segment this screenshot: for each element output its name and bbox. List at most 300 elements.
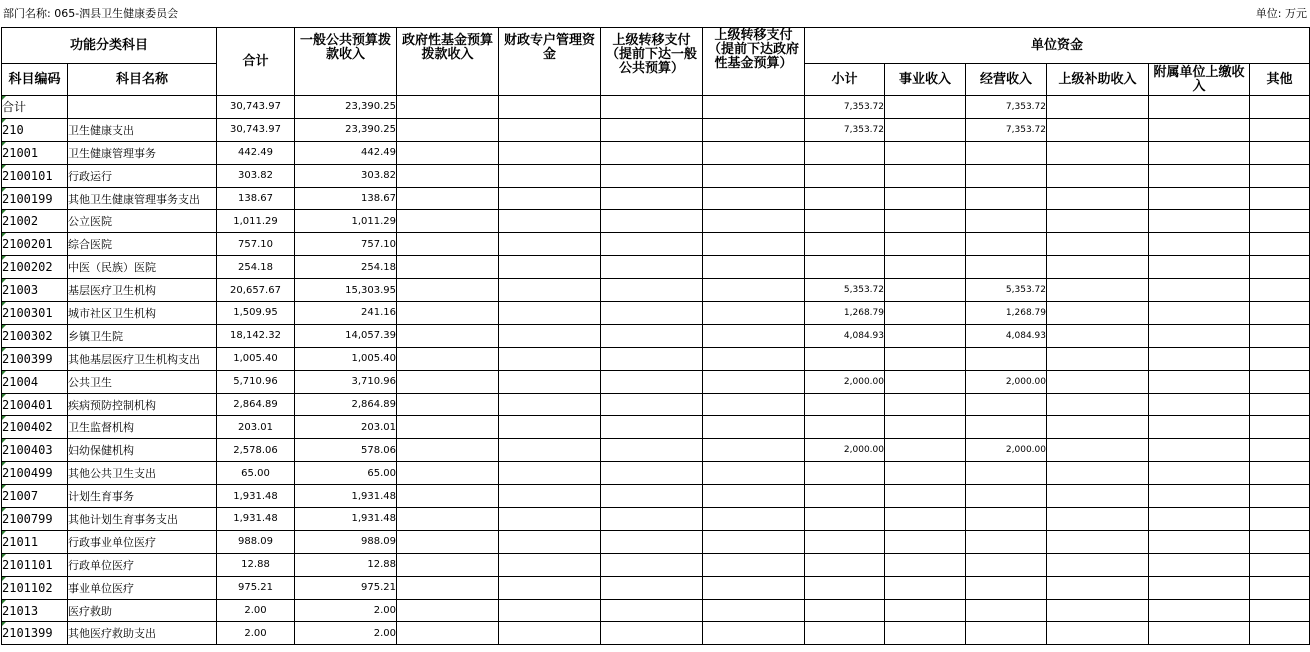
- row-gov-fund-cell: [397, 439, 499, 462]
- row-fiscal-special-cell: [499, 439, 601, 462]
- row-business-income-cell: [885, 416, 966, 439]
- row-superior-subsidy-cell: [1047, 210, 1149, 233]
- row-transfer-fund-cell: [703, 279, 805, 302]
- row-affiliated-income-cell: [1149, 164, 1250, 187]
- row-fiscal-special-cell: [499, 141, 601, 164]
- row-affiliated-income-cell: [1149, 553, 1250, 576]
- row-operating-income-cell: 2,000.00: [966, 439, 1047, 462]
- row-total-cell: 975.21: [217, 576, 295, 599]
- business-income-header: 事业收入: [885, 64, 966, 96]
- row-transfer-fund-cell: [703, 324, 805, 347]
- row-general-budget-cell: 15,303.95: [295, 279, 397, 302]
- row-superior-subsidy-cell: [1047, 416, 1149, 439]
- row-subtotal-cell: [805, 530, 885, 553]
- row-fiscal-special-cell: [499, 187, 601, 210]
- row-transfer-fund-cell: [703, 302, 805, 325]
- row-total-cell: 988.09: [217, 530, 295, 553]
- transfer-fund-header: 上级转移支付（提前下达政府性基金预算）: [703, 28, 805, 96]
- row-business-income-cell: [885, 96, 966, 119]
- row-name-cell: 其他计划生育事务支出: [68, 508, 217, 531]
- row-other-cell: [1250, 347, 1310, 370]
- row-subtotal-cell: 7,353.72: [805, 96, 885, 119]
- row-gov-fund-cell: [397, 279, 499, 302]
- row-total-cell: 1,011.29: [217, 210, 295, 233]
- row-other-cell: [1250, 324, 1310, 347]
- row-gov-fund-cell: [397, 622, 499, 645]
- row-gov-fund-cell: [397, 210, 499, 233]
- row-code-cell: 21004: [2, 370, 68, 393]
- row-affiliated-income-cell: [1149, 279, 1250, 302]
- row-transfer-general-cell: [601, 553, 703, 576]
- row-superior-subsidy-cell: [1047, 256, 1149, 279]
- row-superior-subsidy-cell: [1047, 96, 1149, 119]
- row-name-cell: 综合医院: [68, 233, 217, 256]
- row-transfer-fund-cell: [703, 508, 805, 531]
- table-row: [2, 324, 1310, 347]
- table-body: [2, 96, 1310, 645]
- row-transfer-fund-cell: [703, 96, 805, 119]
- row-transfer-fund-cell: [703, 485, 805, 508]
- row-total-cell: 1,005.40: [217, 347, 295, 370]
- row-affiliated-income-cell: [1149, 416, 1250, 439]
- row-operating-income-cell: [966, 622, 1047, 645]
- row-other-cell: [1250, 530, 1310, 553]
- row-fiscal-special-cell: [499, 485, 601, 508]
- row-fiscal-special-cell: [499, 118, 601, 141]
- row-name-cell: 其他公共卫生支出: [68, 462, 217, 485]
- row-transfer-general-cell: [601, 530, 703, 553]
- row-affiliated-income-cell: [1149, 485, 1250, 508]
- row-superior-subsidy-cell: [1047, 233, 1149, 256]
- row-business-income-cell: [885, 164, 966, 187]
- row-total-cell: 1,931.48: [217, 485, 295, 508]
- row-gov-fund-cell: [397, 370, 499, 393]
- row-code-cell: 21007: [2, 485, 68, 508]
- row-code-cell: 2100202: [2, 256, 68, 279]
- row-operating-income-cell: 5,353.72: [966, 279, 1047, 302]
- unit-funds-header: 单位资金: [805, 28, 1310, 64]
- row-code-cell: 2100199: [2, 187, 68, 210]
- row-transfer-general-cell: [601, 210, 703, 233]
- row-business-income-cell: [885, 233, 966, 256]
- row-affiliated-income-cell: [1149, 141, 1250, 164]
- row-transfer-fund-cell: [703, 462, 805, 485]
- row-superior-subsidy-cell: [1047, 393, 1149, 416]
- row-total-cell: 757.10: [217, 233, 295, 256]
- row-gov-fund-cell: [397, 553, 499, 576]
- func-class-header: 功能分类科目: [2, 28, 217, 64]
- row-operating-income-cell: [966, 508, 1047, 531]
- row-superior-subsidy-cell: [1047, 164, 1149, 187]
- row-code-cell: 合计: [2, 96, 68, 119]
- row-business-income-cell: [885, 347, 966, 370]
- row-transfer-fund-cell: [703, 576, 805, 599]
- row-total-cell: 20,657.67: [217, 279, 295, 302]
- row-total-cell: 30,743.97: [217, 96, 295, 119]
- row-subtotal-cell: [805, 393, 885, 416]
- row-superior-subsidy-cell: [1047, 462, 1149, 485]
- row-transfer-fund-cell: [703, 118, 805, 141]
- row-transfer-general-cell: [601, 164, 703, 187]
- row-superior-subsidy-cell: [1047, 553, 1149, 576]
- row-general-budget-cell: 23,390.25: [295, 118, 397, 141]
- row-general-budget-cell: 12.88: [295, 553, 397, 576]
- row-operating-income-cell: [966, 164, 1047, 187]
- row-operating-income-cell: [966, 233, 1047, 256]
- row-code-cell: 21003: [2, 279, 68, 302]
- row-other-cell: [1250, 141, 1310, 164]
- row-other-cell: [1250, 485, 1310, 508]
- row-superior-subsidy-cell: [1047, 141, 1149, 164]
- row-fiscal-special-cell: [499, 324, 601, 347]
- row-name-cell: 其他医疗救助支出: [68, 622, 217, 645]
- row-transfer-fund-cell: [703, 233, 805, 256]
- row-subtotal-cell: 4,084.93: [805, 324, 885, 347]
- department-label: 部门名称: 065-泗县卫生健康委员会: [3, 7, 179, 20]
- row-code-cell: 2101101: [2, 553, 68, 576]
- budget-table: [1, 27, 1310, 645]
- row-transfer-general-cell: [601, 439, 703, 462]
- row-affiliated-income-cell: [1149, 393, 1250, 416]
- row-fiscal-special-cell: [499, 576, 601, 599]
- row-operating-income-cell: [966, 141, 1047, 164]
- row-other-cell: [1250, 393, 1310, 416]
- row-superior-subsidy-cell: [1047, 370, 1149, 393]
- gov-fund-header: 政府性基金预算拨款收入: [397, 28, 499, 96]
- table-row: [2, 302, 1310, 325]
- row-fiscal-special-cell: [499, 553, 601, 576]
- row-business-income-cell: [885, 393, 966, 416]
- row-gov-fund-cell: [397, 530, 499, 553]
- row-fiscal-special-cell: [499, 279, 601, 302]
- row-fiscal-special-cell: [499, 416, 601, 439]
- row-gov-fund-cell: [397, 141, 499, 164]
- row-gov-fund-cell: [397, 302, 499, 325]
- row-operating-income-cell: [966, 256, 1047, 279]
- row-gov-fund-cell: [397, 233, 499, 256]
- row-superior-subsidy-cell: [1047, 187, 1149, 210]
- row-transfer-general-cell: [601, 462, 703, 485]
- row-total-cell: 65.00: [217, 462, 295, 485]
- row-affiliated-income-cell: [1149, 324, 1250, 347]
- row-superior-subsidy-cell: [1047, 530, 1149, 553]
- row-subtotal-cell: [805, 485, 885, 508]
- row-fiscal-special-cell: [499, 370, 601, 393]
- row-affiliated-income-cell: [1149, 187, 1250, 210]
- row-operating-income-cell: [966, 416, 1047, 439]
- total-header: 合计: [217, 28, 295, 96]
- row-transfer-fund-cell: [703, 370, 805, 393]
- row-business-income-cell: [885, 324, 966, 347]
- row-other-cell: [1250, 279, 1310, 302]
- row-name-cell: 中医（民族）医院: [68, 256, 217, 279]
- row-total-cell: 1,509.95: [217, 302, 295, 325]
- row-transfer-general-cell: [601, 370, 703, 393]
- row-name-cell: 乡镇卫生院: [68, 324, 217, 347]
- row-code-cell: 2100402: [2, 416, 68, 439]
- row-operating-income-cell: [966, 530, 1047, 553]
- table-row: [2, 622, 1310, 645]
- row-total-cell: 30,743.97: [217, 118, 295, 141]
- row-subtotal-cell: [805, 256, 885, 279]
- row-other-cell: [1250, 256, 1310, 279]
- row-subtotal-cell: [805, 576, 885, 599]
- row-general-budget-cell: 988.09: [295, 530, 397, 553]
- row-name-cell: 行政单位医疗: [68, 553, 217, 576]
- row-affiliated-income-cell: [1149, 256, 1250, 279]
- row-name-cell: 行政事业单位医疗: [68, 530, 217, 553]
- row-other-cell: [1250, 210, 1310, 233]
- row-transfer-general-cell: [601, 187, 703, 210]
- row-transfer-general-cell: [601, 302, 703, 325]
- fiscal-special-header: 财政专户管理资金: [499, 28, 601, 96]
- row-affiliated-income-cell: [1149, 599, 1250, 622]
- row-superior-subsidy-cell: [1047, 439, 1149, 462]
- row-total-cell: 303.82: [217, 164, 295, 187]
- row-superior-subsidy-cell: [1047, 622, 1149, 645]
- row-general-budget-cell: 2,864.89: [295, 393, 397, 416]
- row-superior-subsidy-cell: [1047, 485, 1149, 508]
- row-code-cell: 2100101: [2, 164, 68, 187]
- row-transfer-general-cell: [601, 622, 703, 645]
- row-transfer-general-cell: [601, 324, 703, 347]
- row-other-cell: [1250, 302, 1310, 325]
- row-fiscal-special-cell: [499, 210, 601, 233]
- row-other-cell: [1250, 439, 1310, 462]
- row-subtotal-cell: [805, 622, 885, 645]
- subtotal-header: 小计: [805, 64, 885, 96]
- row-total-cell: 254.18: [217, 256, 295, 279]
- row-gov-fund-cell: [397, 96, 499, 119]
- table-row: [2, 485, 1310, 508]
- row-operating-income-cell: 7,353.72: [966, 118, 1047, 141]
- row-transfer-fund-cell: [703, 393, 805, 416]
- row-affiliated-income-cell: [1149, 622, 1250, 645]
- table-row: [2, 370, 1310, 393]
- row-transfer-general-cell: [601, 279, 703, 302]
- table-row: [2, 599, 1310, 622]
- row-transfer-general-cell: [601, 256, 703, 279]
- row-code-cell: 210: [2, 118, 68, 141]
- table-row: [2, 141, 1310, 164]
- row-operating-income-cell: [966, 187, 1047, 210]
- row-gov-fund-cell: [397, 462, 499, 485]
- row-total-cell: 2.00: [217, 622, 295, 645]
- row-gov-fund-cell: [397, 599, 499, 622]
- table-row: [2, 256, 1310, 279]
- row-name-cell: 其他基层医疗卫生机构支出: [68, 347, 217, 370]
- row-name-cell: 城市社区卫生机构: [68, 302, 217, 325]
- row-transfer-fund-cell: [703, 439, 805, 462]
- row-code-cell: 2100302: [2, 324, 68, 347]
- row-subtotal-cell: [805, 508, 885, 531]
- row-total-cell: 12.88: [217, 553, 295, 576]
- table-row: [2, 347, 1310, 370]
- row-general-budget-cell: 203.01: [295, 416, 397, 439]
- row-transfer-fund-cell: [703, 622, 805, 645]
- row-name-cell: 计划生育事务: [68, 485, 217, 508]
- table-row: [2, 96, 1310, 119]
- row-transfer-fund-cell: [703, 530, 805, 553]
- row-other-cell: [1250, 96, 1310, 119]
- row-code-cell: 2100301: [2, 302, 68, 325]
- row-business-income-cell: [885, 508, 966, 531]
- row-fiscal-special-cell: [499, 347, 601, 370]
- row-other-cell: [1250, 508, 1310, 531]
- other-header: 其他: [1250, 64, 1310, 96]
- row-other-cell: [1250, 462, 1310, 485]
- row-code-cell: 2101102: [2, 576, 68, 599]
- row-name-cell: 公立医院: [68, 210, 217, 233]
- superior-subsidy-header: 上级补助收入: [1047, 64, 1149, 96]
- row-fiscal-special-cell: [499, 530, 601, 553]
- row-affiliated-income-cell: [1149, 96, 1250, 119]
- row-name-cell: [68, 96, 217, 119]
- row-transfer-general-cell: [601, 485, 703, 508]
- row-gov-fund-cell: [397, 485, 499, 508]
- row-transfer-general-cell: [601, 393, 703, 416]
- row-business-income-cell: [885, 622, 966, 645]
- row-name-cell: 其他卫生健康管理事务支出: [68, 187, 217, 210]
- row-code-cell: 21001: [2, 141, 68, 164]
- row-general-budget-cell: 1,931.48: [295, 508, 397, 531]
- row-gov-fund-cell: [397, 393, 499, 416]
- row-other-cell: [1250, 187, 1310, 210]
- row-transfer-general-cell: [601, 141, 703, 164]
- table-row: [2, 576, 1310, 599]
- row-business-income-cell: [885, 462, 966, 485]
- row-fiscal-special-cell: [499, 393, 601, 416]
- row-operating-income-cell: [966, 576, 1047, 599]
- row-code-cell: 2100399: [2, 347, 68, 370]
- row-code-cell: 2100799: [2, 508, 68, 531]
- row-total-cell: 203.01: [217, 416, 295, 439]
- row-transfer-general-cell: [601, 233, 703, 256]
- row-business-income-cell: [885, 599, 966, 622]
- row-business-income-cell: [885, 370, 966, 393]
- row-subtotal-cell: 2,000.00: [805, 370, 885, 393]
- row-other-cell: [1250, 370, 1310, 393]
- row-gov-fund-cell: [397, 187, 499, 210]
- row-gov-fund-cell: [397, 324, 499, 347]
- row-code-cell: 21011: [2, 530, 68, 553]
- row-total-cell: 18,142.32: [217, 324, 295, 347]
- row-other-cell: [1250, 118, 1310, 141]
- row-affiliated-income-cell: [1149, 530, 1250, 553]
- row-fiscal-special-cell: [499, 256, 601, 279]
- row-subtotal-cell: [805, 599, 885, 622]
- row-code-cell: 21013: [2, 599, 68, 622]
- row-gov-fund-cell: [397, 508, 499, 531]
- row-general-budget-cell: 1,931.48: [295, 485, 397, 508]
- row-code-cell: 2100201: [2, 233, 68, 256]
- row-transfer-fund-cell: [703, 164, 805, 187]
- row-business-income-cell: [885, 485, 966, 508]
- transfer-general-header: 上级转移支付（提前下达一般公共预算）: [601, 28, 703, 96]
- row-transfer-fund-cell: [703, 141, 805, 164]
- row-operating-income-cell: [966, 485, 1047, 508]
- row-operating-income-cell: [966, 462, 1047, 485]
- row-transfer-general-cell: [601, 576, 703, 599]
- row-superior-subsidy-cell: [1047, 508, 1149, 531]
- row-gov-fund-cell: [397, 256, 499, 279]
- row-other-cell: [1250, 164, 1310, 187]
- row-subtotal-cell: [805, 210, 885, 233]
- row-gov-fund-cell: [397, 576, 499, 599]
- table-row: [2, 118, 1310, 141]
- row-code-cell: 2100403: [2, 439, 68, 462]
- row-total-cell: 2,578.06: [217, 439, 295, 462]
- row-operating-income-cell: [966, 599, 1047, 622]
- report-header: [3, 5, 1307, 21]
- row-operating-income-cell: 1,268.79: [966, 302, 1047, 325]
- row-transfer-fund-cell: [703, 553, 805, 576]
- row-name-cell: 卫生健康管理事务: [68, 141, 217, 164]
- row-subtotal-cell: [805, 141, 885, 164]
- row-business-income-cell: [885, 553, 966, 576]
- row-operating-income-cell: [966, 347, 1047, 370]
- table-row: [2, 553, 1310, 576]
- row-affiliated-income-cell: [1149, 439, 1250, 462]
- row-total-cell: 2,864.89: [217, 393, 295, 416]
- row-subtotal-cell: [805, 347, 885, 370]
- row-operating-income-cell: [966, 210, 1047, 233]
- row-general-budget-cell: 23,390.25: [295, 96, 397, 119]
- row-subtotal-cell: 1,268.79: [805, 302, 885, 325]
- row-general-budget-cell: 757.10: [295, 233, 397, 256]
- row-subtotal-cell: [805, 164, 885, 187]
- row-fiscal-special-cell: [499, 233, 601, 256]
- row-superior-subsidy-cell: [1047, 324, 1149, 347]
- row-total-cell: 442.49: [217, 141, 295, 164]
- row-affiliated-income-cell: [1149, 302, 1250, 325]
- row-business-income-cell: [885, 279, 966, 302]
- row-fiscal-special-cell: [499, 164, 601, 187]
- row-general-budget-cell: 254.18: [295, 256, 397, 279]
- row-gov-fund-cell: [397, 347, 499, 370]
- row-fiscal-special-cell: [499, 96, 601, 119]
- row-fiscal-special-cell: [499, 508, 601, 531]
- row-total-cell: 2.00: [217, 599, 295, 622]
- row-business-income-cell: [885, 439, 966, 462]
- row-transfer-fund-cell: [703, 416, 805, 439]
- row-affiliated-income-cell: [1149, 462, 1250, 485]
- row-transfer-general-cell: [601, 599, 703, 622]
- row-superior-subsidy-cell: [1047, 599, 1149, 622]
- row-subtotal-cell: [805, 187, 885, 210]
- row-superior-subsidy-cell: [1047, 279, 1149, 302]
- row-superior-subsidy-cell: [1047, 302, 1149, 325]
- row-gov-fund-cell: [397, 118, 499, 141]
- row-superior-subsidy-cell: [1047, 347, 1149, 370]
- table-row: [2, 164, 1310, 187]
- row-subtotal-cell: [805, 462, 885, 485]
- row-other-cell: [1250, 599, 1310, 622]
- row-general-budget-cell: 442.49: [295, 141, 397, 164]
- row-gov-fund-cell: [397, 164, 499, 187]
- table-row: [2, 530, 1310, 553]
- row-general-budget-cell: 3,710.96: [295, 370, 397, 393]
- row-general-budget-cell: 975.21: [295, 576, 397, 599]
- table-row: [2, 439, 1310, 462]
- row-fiscal-special-cell: [499, 462, 601, 485]
- row-business-income-cell: [885, 576, 966, 599]
- row-general-budget-cell: 2.00: [295, 622, 397, 645]
- table-row: [2, 508, 1310, 531]
- row-name-cell: 卫生健康支出: [68, 118, 217, 141]
- row-other-cell: [1250, 416, 1310, 439]
- operating-income-header: 经营收入: [966, 64, 1047, 96]
